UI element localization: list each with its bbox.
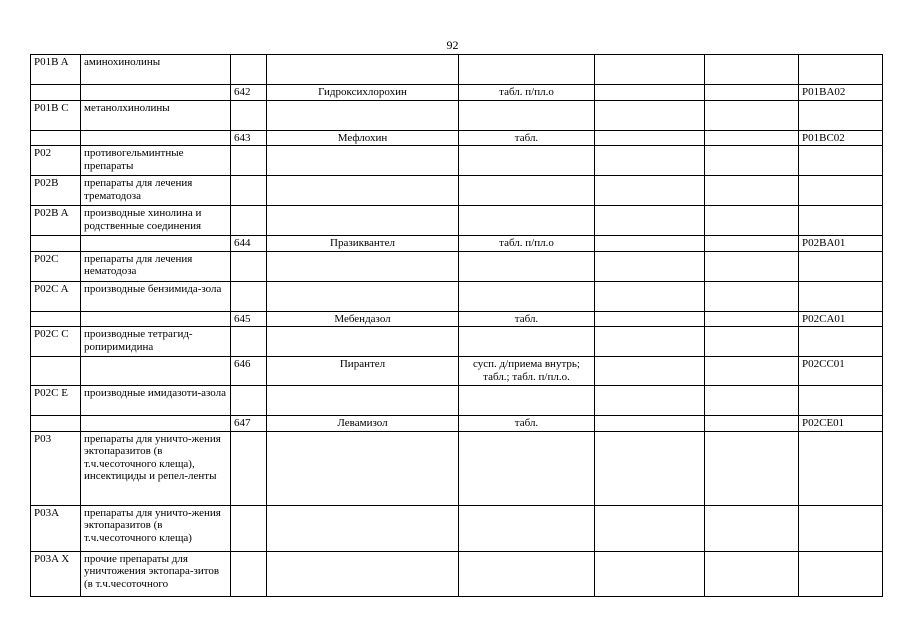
empty-cell — [705, 431, 799, 505]
empty-cell — [595, 327, 705, 357]
empty-cell — [705, 357, 799, 386]
dosage-form-cell — [459, 551, 595, 596]
item-number-cell: 647 — [231, 416, 267, 432]
empty-cell — [595, 55, 705, 85]
empty-cell — [595, 176, 705, 206]
atc-code-cell — [799, 386, 883, 416]
table-body — [31, 55, 883, 597]
item-number-cell — [231, 431, 267, 505]
item-number-cell: 644 — [231, 236, 267, 252]
empty-cell — [705, 85, 799, 101]
atc-code-cell — [799, 100, 883, 130]
atc-code-cell: P02CE01 — [799, 416, 883, 432]
empty-cell — [595, 251, 705, 281]
atc-group-code-cell: P03A X — [31, 551, 81, 596]
empty-cell — [705, 176, 799, 206]
empty-cell — [595, 130, 705, 146]
empty-cell — [705, 130, 799, 146]
atc-group-description-cell: противогельминтные препараты — [81, 146, 231, 176]
empty-cell — [705, 206, 799, 236]
atc-group-code-cell — [31, 85, 81, 101]
empty-cell — [705, 311, 799, 327]
empty-cell — [595, 100, 705, 130]
atc-group-code-cell — [31, 416, 81, 432]
atc-group-code-cell: P02B — [31, 176, 81, 206]
atc-group-description-cell — [81, 357, 231, 386]
dosage-form-cell: табл. п/пл.о — [459, 85, 595, 101]
item-number-cell — [231, 176, 267, 206]
dosage-form-cell: табл. п/пл.о — [459, 236, 595, 252]
dosage-form-cell — [459, 431, 595, 505]
atc-group-code-cell — [31, 236, 81, 252]
drug-row — [31, 357, 883, 386]
drug-name-cell: Празиквантел — [267, 236, 459, 252]
item-number-cell — [231, 386, 267, 416]
empty-cell — [705, 416, 799, 432]
empty-cell — [705, 100, 799, 130]
empty-cell — [595, 357, 705, 386]
empty-cell — [705, 251, 799, 281]
atc-group-code-cell: P02C A — [31, 281, 81, 311]
drug-name-cell: Гидроксихлорохин — [267, 85, 459, 101]
empty-cell — [705, 327, 799, 357]
empty-cell — [595, 236, 705, 252]
drug-name-cell — [267, 176, 459, 206]
item-number-cell: 645 — [231, 311, 267, 327]
item-number-cell — [231, 100, 267, 130]
group-row — [31, 281, 883, 311]
atc-group-code-cell: P03A — [31, 505, 81, 551]
drug-name-cell — [267, 251, 459, 281]
dosage-form-cell — [459, 386, 595, 416]
atc-group-code-cell — [31, 130, 81, 146]
item-number-cell — [231, 251, 267, 281]
atc-group-code-cell: P03 — [31, 431, 81, 505]
page-number: 92 — [446, 38, 459, 52]
drug-name-cell — [267, 100, 459, 130]
item-number-cell — [231, 55, 267, 85]
drug-name-cell — [267, 146, 459, 176]
item-number-cell — [231, 146, 267, 176]
dosage-form-cell: табл. — [459, 416, 595, 432]
dosage-form-cell — [459, 251, 595, 281]
group-row — [31, 146, 883, 176]
drug-row — [31, 236, 883, 252]
item-number-cell — [231, 327, 267, 357]
item-number-cell — [231, 281, 267, 311]
atc-code-cell — [799, 505, 883, 551]
drug-row — [31, 85, 883, 101]
atc-group-description-cell: метанолхинолины — [81, 100, 231, 130]
drug-name-cell — [267, 386, 459, 416]
atc-code-cell: P02CC01 — [799, 357, 883, 386]
item-number-cell — [231, 206, 267, 236]
atc-code-cell — [799, 431, 883, 505]
atc-group-code-cell: P02C E — [31, 386, 81, 416]
drug-row — [31, 416, 883, 432]
empty-cell — [705, 146, 799, 176]
empty-cell — [595, 281, 705, 311]
drug-name-cell — [267, 327, 459, 357]
drug-row — [31, 130, 883, 146]
drug-name-cell: Пирантел — [267, 357, 459, 386]
drug-name-cell: Левамизол — [267, 416, 459, 432]
item-number-cell — [231, 505, 267, 551]
atc-group-description-cell: аминохинолины — [81, 55, 231, 85]
group-row — [31, 251, 883, 281]
dosage-form-cell: табл. — [459, 311, 595, 327]
atc-code-cell — [799, 251, 883, 281]
atc-group-description-cell: производные хинолина и родственные соединения — [81, 206, 231, 236]
atc-code-cell: P02CA01 — [799, 311, 883, 327]
empty-cell — [595, 311, 705, 327]
drug-classification-table — [30, 54, 883, 597]
atc-group-description-cell — [81, 311, 231, 327]
atc-group-code-cell: P02C — [31, 251, 81, 281]
empty-cell — [705, 551, 799, 596]
atc-group-code-cell: P01B C — [31, 100, 81, 130]
atc-group-description-cell: препараты для лечения нематодоза — [81, 251, 231, 281]
atc-group-code-cell — [31, 357, 81, 386]
empty-cell — [705, 505, 799, 551]
atc-code-cell — [799, 281, 883, 311]
drug-name-cell: Мебендазол — [267, 311, 459, 327]
empty-cell — [705, 386, 799, 416]
empty-cell — [595, 85, 705, 101]
drug-name-cell — [267, 431, 459, 505]
empty-cell — [705, 236, 799, 252]
atc-code-cell — [799, 146, 883, 176]
empty-cell — [595, 431, 705, 505]
atc-code-cell — [799, 551, 883, 596]
group-row — [31, 386, 883, 416]
empty-cell — [595, 146, 705, 176]
group-row — [31, 551, 883, 596]
item-number-cell: 642 — [231, 85, 267, 101]
drug-row — [31, 311, 883, 327]
atc-group-code-cell: P02 — [31, 146, 81, 176]
dosage-form-cell — [459, 327, 595, 357]
atc-code-cell — [799, 176, 883, 206]
atc-group-code-cell — [31, 311, 81, 327]
dosage-form-cell: сусп. д/приема внутрь; табл.; табл. п/пл.о. — [459, 357, 595, 386]
atc-group-code-cell: P02B A — [31, 206, 81, 236]
item-number-cell — [231, 551, 267, 596]
drug-name-cell: Мефлохин — [267, 130, 459, 146]
empty-cell — [595, 386, 705, 416]
atc-group-description-cell: прочие препараты для уничтожения эктопара-зитов (в т.ч.чесоточного — [81, 551, 231, 596]
empty-cell — [595, 551, 705, 596]
atc-code-cell: P01BA02 — [799, 85, 883, 101]
atc-group-description-cell — [81, 236, 231, 252]
empty-cell — [595, 416, 705, 432]
item-number-cell: 643 — [231, 130, 267, 146]
atc-group-description-cell: препараты для уничто-жения эктопаразитов (в т.ч.чесоточного клеща) — [81, 505, 231, 551]
atc-group-description-cell: производные тетрагид-ропиримидина — [81, 327, 231, 357]
empty-cell — [595, 206, 705, 236]
dosage-form-cell — [459, 55, 595, 85]
atc-group-code-cell: P01B A — [31, 55, 81, 85]
group-row — [31, 55, 883, 85]
dosage-form-cell: табл. — [459, 130, 595, 146]
group-row — [31, 100, 883, 130]
atc-group-description-cell — [81, 416, 231, 432]
group-row — [31, 327, 883, 357]
group-row — [31, 206, 883, 236]
drug-name-cell — [267, 206, 459, 236]
atc-code-cell — [799, 55, 883, 85]
drug-name-cell — [267, 281, 459, 311]
dosage-form-cell — [459, 176, 595, 206]
dosage-form-cell — [459, 100, 595, 130]
atc-group-description-cell — [81, 85, 231, 101]
item-number-cell: 646 — [231, 357, 267, 386]
atc-code-cell: P02BA01 — [799, 236, 883, 252]
drug-name-cell — [267, 551, 459, 596]
empty-cell — [595, 505, 705, 551]
group-row — [31, 176, 883, 206]
dosage-form-cell — [459, 505, 595, 551]
empty-cell — [705, 55, 799, 85]
atc-group-description-cell: препараты для лечения трематодоза — [81, 176, 231, 206]
dosage-form-cell — [459, 146, 595, 176]
group-row — [31, 431, 883, 505]
drug-name-cell — [267, 55, 459, 85]
atc-group-description-cell: производные бензимида-зола — [81, 281, 231, 311]
atc-group-description-cell — [81, 130, 231, 146]
dosage-form-cell — [459, 281, 595, 311]
atc-code-cell — [799, 206, 883, 236]
group-row — [31, 505, 883, 551]
atc-group-code-cell: P02C C — [31, 327, 81, 357]
atc-group-description-cell: производные имидазоти-азола — [81, 386, 231, 416]
drug-name-cell — [267, 505, 459, 551]
atc-group-description-cell: препараты для уничто-жения эктопаразитов (в т.ч.чесоточного клеща), инсектициды и репел-ленты — [81, 431, 231, 505]
atc-code-cell — [799, 327, 883, 357]
atc-code-cell: P01BC02 — [799, 130, 883, 146]
dosage-form-cell — [459, 206, 595, 236]
empty-cell — [705, 281, 799, 311]
